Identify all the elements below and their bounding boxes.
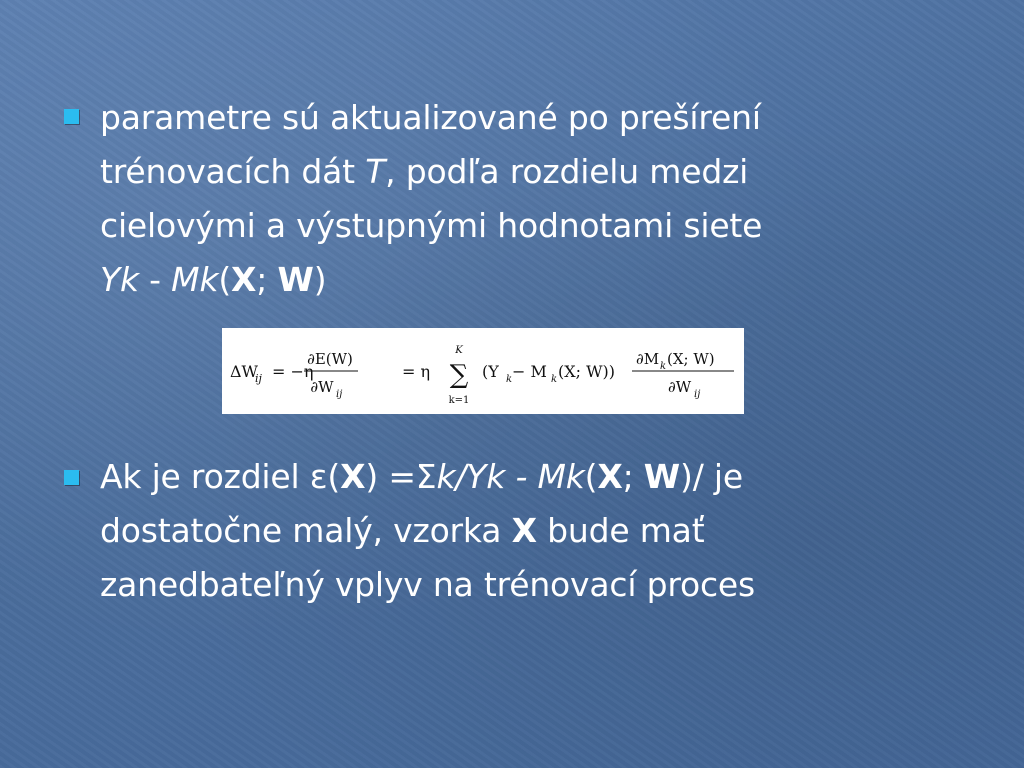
- text-fragment: -: [138, 260, 172, 299]
- text-fragment: je: [703, 457, 743, 496]
- formula-image: [222, 328, 744, 414]
- term-mid: − M: [512, 362, 547, 381]
- term-sub-k2: k: [551, 374, 558, 385]
- text-line: cielovými a výstupnými hodnotami siete: [100, 206, 763, 245]
- sum-sign: ∑: [449, 360, 469, 390]
- symbol-yk: Yk: [466, 457, 506, 496]
- formula-svg: [222, 328, 744, 414]
- symbol-k: k: [436, 457, 456, 496]
- text-fragment: ) =: [365, 457, 416, 496]
- frac2-numerator: ∂M: [636, 350, 660, 368]
- formula-lhs-sub: ij: [255, 372, 262, 385]
- bullet-square-icon: [64, 470, 79, 485]
- text-fragment: Ak je rozdiel: [100, 457, 310, 496]
- frac2-denominator-sub: ij: [694, 389, 701, 400]
- bullet-text: [100, 91, 950, 307]
- text-fragment: ;: [622, 457, 644, 496]
- text-fragment: (: [218, 260, 232, 299]
- symbol-yk: Yk: [100, 260, 139, 299]
- frac1-numerator: ∂E(W): [307, 350, 353, 368]
- symbol-X: X: [231, 260, 257, 299]
- sum-lower: k=1: [448, 395, 470, 406]
- bullet-text: [100, 450, 950, 612]
- symbol-sigma: Σ: [415, 457, 437, 496]
- text-fragment: -: [505, 457, 538, 496]
- frac2-numerator-sub: k: [660, 361, 667, 372]
- symbol-T: T: [365, 152, 386, 191]
- text-fragment: bude mať: [536, 511, 705, 550]
- symbol-X: X: [511, 511, 537, 550]
- symbol-W: W: [643, 457, 680, 496]
- formula-lhs: ΔW: [230, 362, 258, 381]
- frac1-denominator: ∂W: [310, 378, 334, 396]
- text-line: parametre sú aktualizované po prešírení: [100, 98, 761, 137]
- symbol-epsilon: ε: [309, 457, 328, 496]
- frac1-denominator-sub: ij: [336, 389, 343, 400]
- text-fragment: , podľa rozdielu medzi: [385, 152, 749, 191]
- frac2-denominator: ∂W: [668, 378, 692, 396]
- term-open: (Y: [482, 362, 499, 381]
- text-fragment: /: [692, 457, 704, 496]
- text-fragment: (: [327, 457, 341, 496]
- symbol-X: X: [340, 457, 366, 496]
- formula-eq2: = η: [402, 362, 431, 381]
- text-fragment: ): [680, 457, 693, 496]
- symbol-X: X: [597, 457, 623, 496]
- term-sub-k1: k: [506, 374, 513, 385]
- text-fragment: ): [313, 260, 327, 299]
- text-fragment: dostatočne malý, vzorka: [100, 511, 512, 550]
- text-fragment: ;: [256, 260, 278, 299]
- bullet-square-icon: [64, 109, 79, 124]
- formula-eq1: = −η: [272, 362, 314, 381]
- symbol-mk: Mk: [537, 457, 585, 496]
- symbol-mk: Mk: [171, 260, 219, 299]
- text-fragment: (: [584, 457, 598, 496]
- sum-upper: K: [455, 345, 463, 356]
- text-line: zanedbateľný vplyv na trénovací proces: [100, 565, 756, 604]
- frac2-numerator-args: (X; W): [667, 350, 715, 368]
- text-fragment: trénovacích dát: [100, 152, 366, 191]
- text-fragment: /: [455, 457, 467, 496]
- symbol-W: W: [277, 260, 314, 299]
- term-args: (X; W)): [558, 362, 616, 381]
